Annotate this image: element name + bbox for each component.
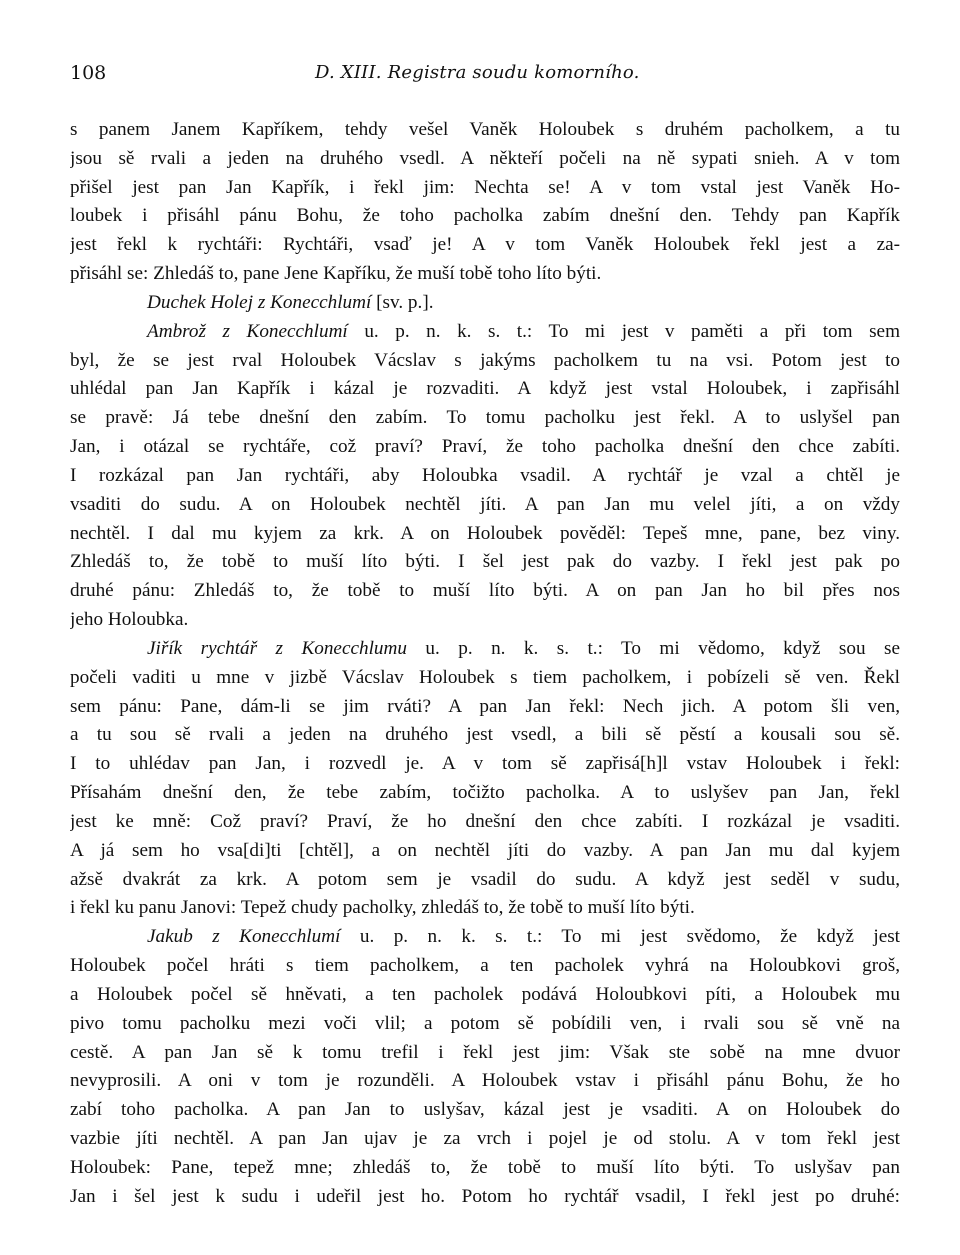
line-text: i řekl ku panu Janovi: Tepež chudy pacholky, zhledáš to, že tobě to muší líto býti. [70, 897, 695, 919]
body-text [70, 116, 900, 1211]
text-line [70, 520, 900, 549]
line-text: se pravě: Já tebe dnešní den zabím. To tomu pacholku jest řekl. A to uslyšel pan [70, 407, 900, 429]
line-text: vsaditi do sudu. A on Holoubek nechtěl jíti. A pan Jan mu velel jíti, a on vždy [70, 493, 900, 515]
text-line [70, 1183, 900, 1212]
line-text: Jan, i otázal se rychtáře, což praví? Praví, že toho pacholka dnešní den chce zabíti. [70, 436, 900, 458]
line-text: přišel jest pan Jan Kapřík, i řekl jim: Nechta se! A v tom vstal jest Vaněk Ho- [70, 176, 900, 198]
line-text: s panem Janem Kapříkem, tehdy vešel Vaněk Holoubek s druhém pacholkem, a tu [70, 119, 900, 140]
line-text: počeli vaditi u mne v jizbě Vácslav Holoubek s tiem pacholkem, i pobízeli sě ven. Řekl [70, 666, 900, 688]
page-header [70, 62, 890, 92]
text-line [70, 1010, 900, 1039]
line-text: Holoubek počel hráti s tiem pacholkem, a ten pacholek vyhrá na Holoubkovi groš, [70, 955, 900, 977]
line-text: pivo tomu pacholku mezi voči vlil; a potom sě pobídili ven, i rvali sou sě vně na [70, 1012, 900, 1034]
running-head: D. XIII. Registra soudu komorního. [315, 62, 640, 83]
text-line [70, 1067, 900, 1096]
line-text: jest ke mně: Což praví? Praví, že ho dnešní den chce zabíti. I rozkázal je vsaditi. [70, 810, 900, 832]
witness-name: Duchek Holej z Konecchlumí [147, 291, 372, 313]
line-text: a Holoubek počel sě hněvati, a ten pacholek podává Holoubkovi píti, a Holoubek mu [70, 983, 900, 1005]
line-text: Zhledáš to, že tobě to muší líto býti. I šel jest pak do vazby. I řekl jest pak po [70, 551, 900, 573]
text-line [70, 260, 900, 289]
text-line [70, 289, 900, 318]
line-text: vazbie jíti nechtěl. A pan Jan ujav je za vrch i pojel je od stolu. A v tom řekl jest [70, 1127, 900, 1149]
line-text: u. p. n. k. s. t.: To mi vědomo, když sou se [425, 637, 900, 659]
witness-name: Jakub z Konecchlumí [147, 926, 341, 948]
text-line [70, 231, 900, 260]
line-text: Holoubek: Pane, tepež mne; zhledáš to, že tobě to muší líto býti. To uslyšav pan [70, 1156, 900, 1178]
line-text: zabí toho pacholka. A pan Jan to uslyšav, kázal jest je vsaditi. A on Holoubek do [70, 1099, 900, 1121]
text-line [70, 1039, 900, 1068]
text-line [70, 577, 900, 606]
text-line [70, 606, 900, 635]
line-text: uhlédal pan Jan Kapřík i kázal je rozvaditi. A když jest vstal Holoubek, i zapřisáhl [70, 378, 900, 400]
line-text: u. p. n. k. s. t.: To mi jest svědomo, že když jest [359, 926, 900, 948]
line-text: jsou sě rvali a jeden na druhého vsedl. A někteří počeli na ně sypati snieh. A v tom [70, 147, 900, 169]
line-text: u. p. n. k. s. t.: To mi jest v paměti a při tom sem [364, 320, 900, 342]
line-text: sem pánu: Pane, dám-li se jim rváti? A pan Jan řekl: Nech jich. A potom šli ven, [70, 695, 900, 717]
line-text: cestě. A pan Jan sě k tomu trefil i řekl jest jim: Však ste sobě na mne dvuor [70, 1041, 900, 1063]
text-line [70, 116, 900, 145]
text-line [70, 347, 900, 376]
text-line [70, 837, 900, 866]
line-text: Přísahám dnešní den, že tebe zabím, točižto pacholka. A to uslyšev pan Jan, řekl [70, 782, 900, 804]
line-text: ažsě dvakrát za krk. A potom sem je vsadil do sudu. A když jest seděl v sudu, [70, 868, 900, 890]
text-line [70, 779, 900, 808]
line-text: přisáhl se: Zhledáš to, pane Jene Kapříku, že muší tobě toho líto býti. [70, 263, 602, 285]
line-text: nechtěl. I dal mu kyjem za krk. A on Holoubek pověděl: Tepeš mne, pane, bez viny. [70, 522, 900, 544]
text-line [70, 721, 900, 750]
text-line [70, 174, 900, 203]
text-line [70, 202, 900, 231]
text-line [70, 894, 900, 923]
witness-name: Ambrož z Konecchlumí [147, 320, 348, 342]
text-line [70, 433, 900, 462]
text-line [70, 693, 900, 722]
text-line [70, 491, 900, 520]
text-line [70, 750, 900, 779]
line-text: I rozkázal pan Jan rychtáři, aby Holoubka vsadil. A rychtář je vzal a chtěl je [70, 464, 900, 486]
line-text: [sv. p.]. [376, 291, 434, 313]
line-text: jeho Holoubka. [70, 609, 189, 631]
text-line [70, 1154, 900, 1183]
line-text: I to uhlédav pan Jan, i rozvedl je. A v tom sě zapřisá[h]l vstav Holoubek i řekl: [70, 753, 900, 775]
text-line [70, 981, 900, 1010]
text-line [70, 635, 900, 664]
line-text: druhé pánu: Zhledáš to, že tobě to muší líto býti. A on pan Jan ho bil přes nos [70, 580, 900, 602]
text-line [70, 1125, 900, 1154]
text-line [70, 548, 900, 577]
line-text: nevyprosili. A oni v tom je rozunděli. A Holoubek vstav i přisáhl pánu Bohu, že ho [70, 1070, 900, 1092]
line-text: loubek i přisáhl pánu Bohu, že toho pacholka zabím dnešní den. Tehdy pan Kapřík [70, 205, 900, 227]
text-line [70, 808, 900, 837]
text-line [70, 375, 900, 404]
text-line [70, 664, 900, 693]
text-line [70, 145, 900, 174]
line-text: A já sem ho vsa[di]ti [chtěl], a on nechtěl jíti do vazby. A pan Jan mu dal kyjem [70, 839, 900, 861]
line-text: a tu sou sě rvali a jeden na druhého jest vsedl, a bili sě pěstí a kousali sou sě. [70, 724, 900, 746]
text-line [70, 866, 900, 895]
text-line [70, 1096, 900, 1125]
text-line [70, 318, 900, 347]
text-line [70, 462, 900, 491]
line-text: Jan i šel jest k sudu i udeřil jest ho. Potom ho rychtář vsadil, I řekl jest po druhé: [70, 1185, 900, 1207]
line-text: jest řekl k rychtáři: Rychtáři, vsaď je! A v tom Vaněk Holoubek řekl jest a za- [70, 234, 900, 256]
witness-name: Jiřík rychtář z Konecchlumu [147, 637, 407, 659]
text-line [70, 404, 900, 433]
text-line [70, 923, 900, 952]
line-text: byl, že se jest rval Holoubek Vácslav s jakýms pacholkem tu na vsi. Potom jest to [70, 349, 900, 371]
text-line [70, 952, 900, 981]
page-number: 108 [70, 62, 107, 84]
